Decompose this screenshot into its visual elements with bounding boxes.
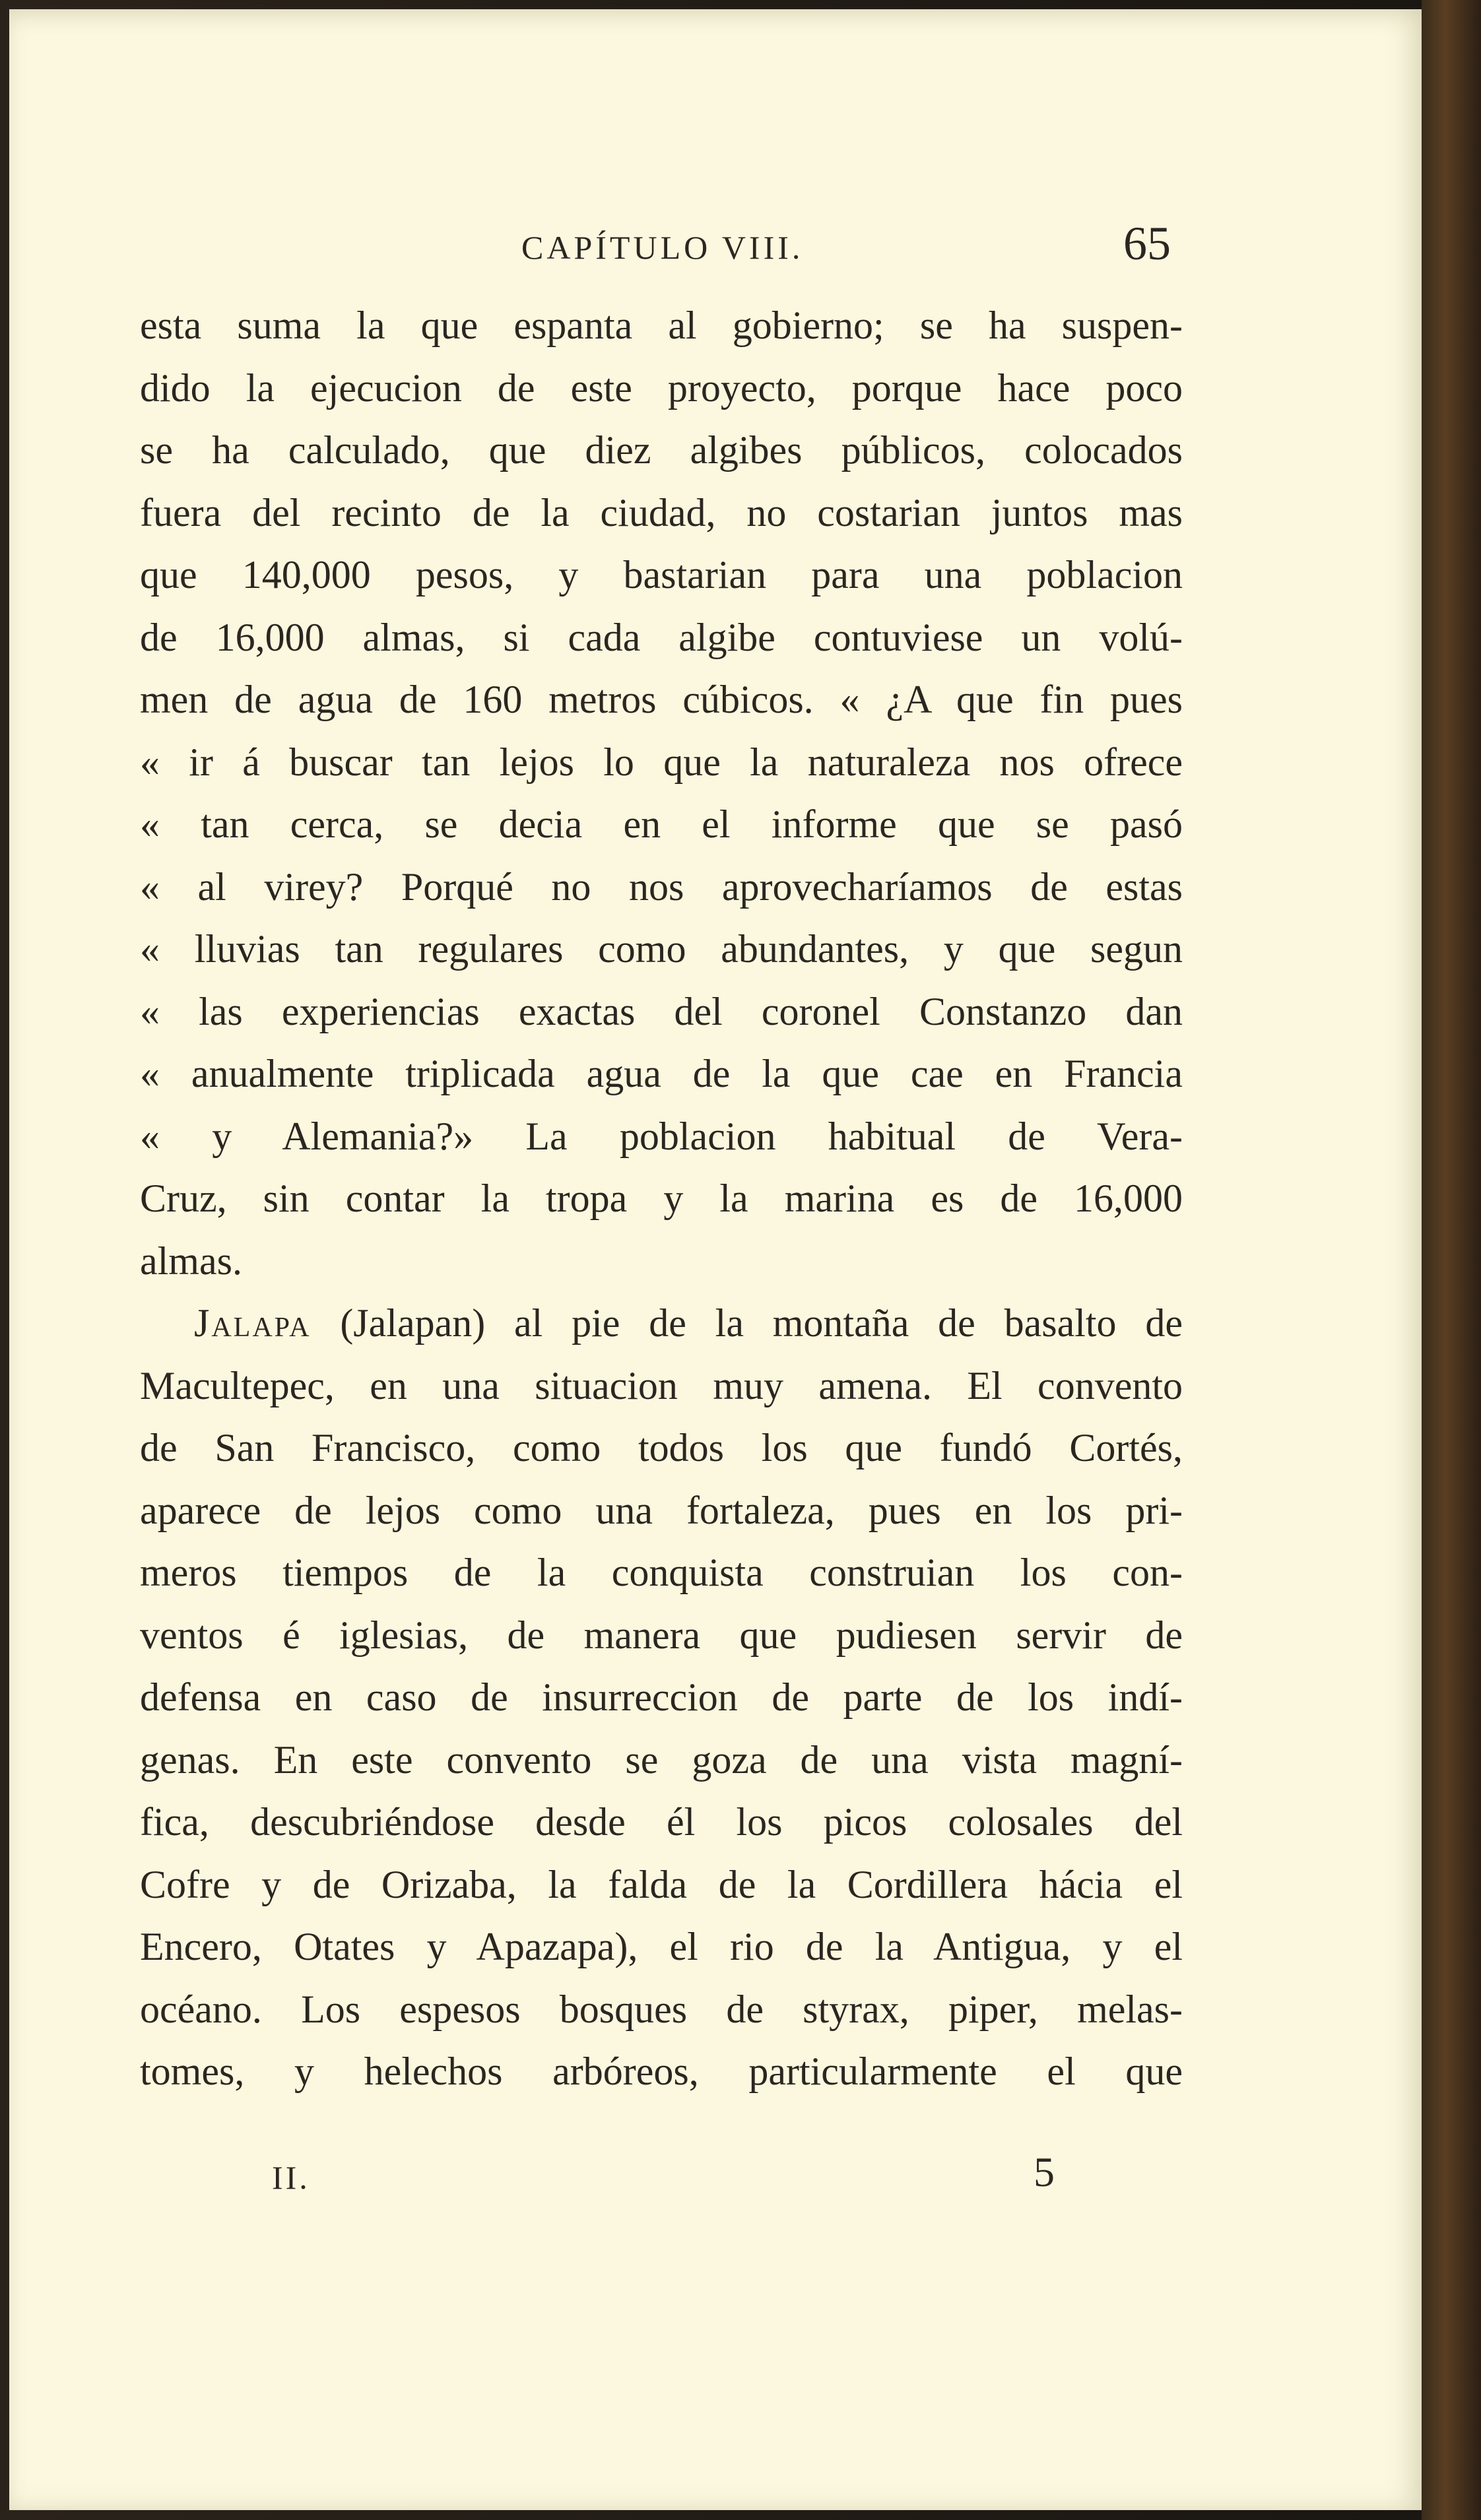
text-line: Cruz, sin contar la tropa y la marina es de 16,000 bbox=[140, 1177, 1183, 1220]
body-text bbox=[140, 294, 1183, 2103]
text-line: que 140,000 pesos, y bastarian para una poblacion bbox=[140, 553, 1183, 597]
page-header bbox=[0, 217, 1481, 282]
text-line: se ha calculado, que diez algibes públicos, colocados bbox=[140, 428, 1183, 472]
text-line: océano. Los espesos bosques de styrax, piper, melas- bbox=[140, 1987, 1183, 2031]
text-line: Cofre y de Orizaba, la falda de la Cordillera hácia el bbox=[140, 1862, 1183, 1906]
text-line: aparece de lejos como una fortaleza, pues en los pri- bbox=[140, 1488, 1183, 1532]
page-number: 65 bbox=[1123, 217, 1171, 270]
page-footer bbox=[0, 2148, 1481, 2207]
text-line: « tan cerca, se decia en el informe que se pasó bbox=[140, 802, 1183, 846]
text-line: de San Francisco, como todos los que fundó Cortés, bbox=[140, 1426, 1183, 1470]
text-line: « ir á buscar tan lejos lo que la naturaleza nos ofrece bbox=[140, 740, 1183, 784]
text-line: « al virey? Porqué no nos aprovecharíamos de estas bbox=[140, 864, 1183, 909]
text-line: « y Alemania?» La poblacion habitual de Vera- bbox=[140, 1114, 1183, 1158]
running-title: CAPÍTULO VIII. bbox=[521, 229, 804, 266]
text-line: Encero, Otates y Apazapa), el rio de la Antigua, y el bbox=[140, 1925, 1183, 1968]
text-line: fica, descubriéndose desde él los picos colosales del bbox=[140, 1800, 1183, 1844]
text-line: tomes, y helechos arbóreos, particularmente el que bbox=[140, 2050, 1183, 2093]
text-line: esta suma la que espanta al gobierno; se ha suspen- bbox=[140, 304, 1183, 347]
text-line: de 16,000 almas, si cada algibe contuviese un volú- bbox=[140, 615, 1183, 659]
text-line: genas. En este convento se goza de una vista magní- bbox=[140, 1737, 1183, 1782]
text-line: Macultepec, en una situacion muy amena. El convento bbox=[140, 1363, 1183, 1407]
paragraph-first-line-rest: (Jalapan) al pie de la montaña de basalto de bbox=[311, 1301, 1183, 1345]
paragraph-lead-word: Jalapa bbox=[194, 1301, 312, 1345]
text-line: dido la ejecucion de este proyecto, porque hace poco bbox=[140, 366, 1183, 410]
paragraph-first-line bbox=[140, 1292, 1183, 1355]
text-line: « las experiencias exactas del coronel Constanzo dan bbox=[140, 989, 1183, 1033]
book-spine-edge bbox=[1422, 0, 1481, 2520]
text-line: ventos é iglesias, de manera que pudiesen servir de bbox=[140, 1613, 1183, 1657]
text-line: defensa en caso de insurreccion de parte de los indí- bbox=[140, 1675, 1183, 1719]
text-line: « anualmente triplicada agua de la que cae en Francia bbox=[140, 1052, 1183, 1095]
text-line: meros tiempos de la conquista construian los con- bbox=[140, 1551, 1183, 1594]
text-line: « lluvias tan regulares como abundantes, y que segun bbox=[140, 927, 1183, 971]
text-line: men de agua de 160 metros cúbicos. « ¿A que fin pues bbox=[140, 678, 1183, 721]
signature-mark: II. bbox=[272, 2159, 310, 2196]
text-line: almas. bbox=[140, 1239, 242, 1283]
text-line: fuera del recinto de la ciudad, no costarian juntos mas bbox=[140, 490, 1183, 534]
signature-number: 5 bbox=[1034, 2148, 1055, 2195]
